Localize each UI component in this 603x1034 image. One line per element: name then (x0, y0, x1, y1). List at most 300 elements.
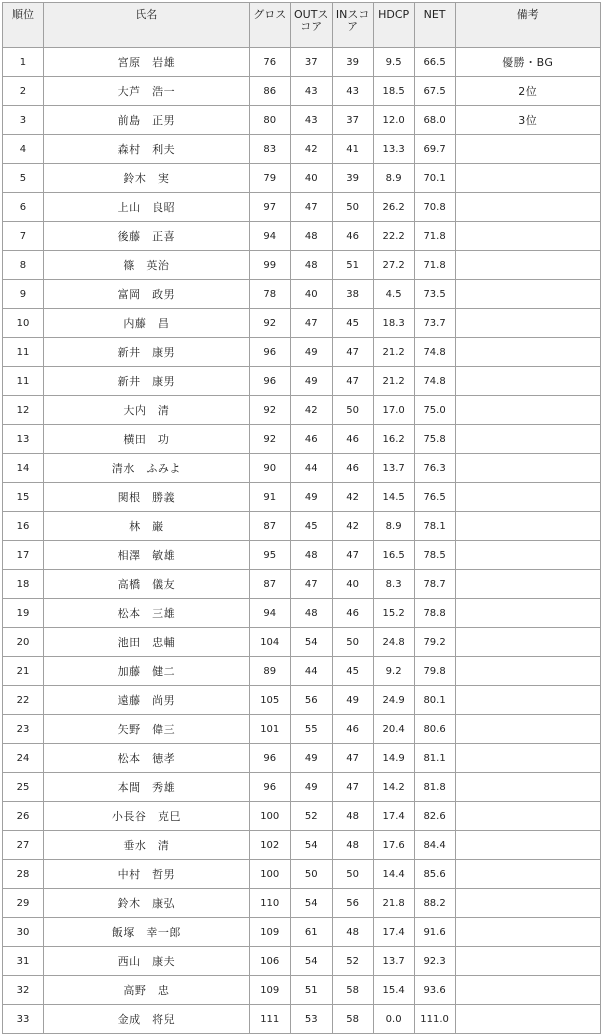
table-row (3, 106, 601, 135)
cell-note (455, 280, 600, 309)
cell-gross: 96 (249, 773, 290, 802)
cell-net: 85.6 (414, 860, 455, 889)
table-row (3, 512, 601, 541)
cell-gross: 109 (249, 918, 290, 947)
table-row (3, 193, 601, 222)
cell-out-score: 42 (290, 135, 332, 164)
cell-note (455, 889, 600, 918)
cell-name: 新井 康男 (43, 338, 249, 367)
table-row (3, 425, 601, 454)
cell-name: 大内 清 (43, 396, 249, 425)
table-row (3, 686, 601, 715)
cell-name: 松本 徳孝 (43, 744, 249, 773)
cell-out-score: 43 (290, 77, 332, 106)
cell-rank: 25 (3, 773, 44, 802)
cell-out-score: 55 (290, 715, 332, 744)
cell-hdcp: 17.4 (373, 918, 414, 947)
cell-in-score: 48 (332, 918, 373, 947)
cell-gross: 96 (249, 744, 290, 773)
table-row (3, 1005, 601, 1034)
cell-rank: 32 (3, 976, 44, 1005)
cell-gross: 94 (249, 599, 290, 628)
cell-hdcp: 17.0 (373, 396, 414, 425)
cell-note (455, 367, 600, 396)
cell-net: 70.1 (414, 164, 455, 193)
cell-hdcp: 0.0 (373, 1005, 414, 1034)
cell-in-score: 52 (332, 947, 373, 976)
cell-gross: 95 (249, 541, 290, 570)
cell-in-score: 37 (332, 106, 373, 135)
cell-gross: 101 (249, 715, 290, 744)
cell-net: 78.8 (414, 599, 455, 628)
cell-in-score: 47 (332, 541, 373, 570)
cell-note (455, 193, 600, 222)
cell-name: 西山 康夫 (43, 947, 249, 976)
cell-rank: 29 (3, 889, 44, 918)
cell-rank: 19 (3, 599, 44, 628)
table-row (3, 251, 601, 280)
cell-gross: 86 (249, 77, 290, 106)
cell-note (455, 135, 600, 164)
cell-in-score: 56 (332, 889, 373, 918)
table-row (3, 396, 601, 425)
cell-out-score: 49 (290, 744, 332, 773)
cell-gross: 102 (249, 831, 290, 860)
cell-hdcp: 16.2 (373, 425, 414, 454)
cell-in-score: 47 (332, 773, 373, 802)
cell-net: 68.0 (414, 106, 455, 135)
cell-net: 88.2 (414, 889, 455, 918)
cell-net: 73.5 (414, 280, 455, 309)
cell-name: 上山 良昭 (43, 193, 249, 222)
cell-out-score: 46 (290, 425, 332, 454)
cell-name: 矢野 偉三 (43, 715, 249, 744)
table-row (3, 599, 601, 628)
cell-note (455, 947, 600, 976)
cell-name: 横田 功 (43, 425, 249, 454)
cell-hdcp: 24.8 (373, 628, 414, 657)
cell-note (455, 164, 600, 193)
cell-name: 金成 将兒 (43, 1005, 249, 1034)
cell-hdcp: 22.2 (373, 222, 414, 251)
cell-rank: 33 (3, 1005, 44, 1034)
cell-name: 新井 康男 (43, 367, 249, 396)
cell-net: 79.2 (414, 628, 455, 657)
cell-hdcp: 8.3 (373, 570, 414, 599)
cell-note (455, 483, 600, 512)
cell-name: 高野 忠 (43, 976, 249, 1005)
cell-gross: 96 (249, 367, 290, 396)
cell-net: 78.7 (414, 570, 455, 599)
header-net: NET (414, 3, 455, 48)
cell-net: 74.8 (414, 367, 455, 396)
cell-note: 優勝・BG (455, 48, 600, 77)
cell-net: 76.3 (414, 454, 455, 483)
cell-gross: 83 (249, 135, 290, 164)
cell-hdcp: 18.3 (373, 309, 414, 338)
cell-out-score: 61 (290, 918, 332, 947)
cell-name: 関根 勝義 (43, 483, 249, 512)
cell-gross: 89 (249, 657, 290, 686)
cell-rank: 20 (3, 628, 44, 657)
cell-gross: 78 (249, 280, 290, 309)
cell-name: 高橋 儀友 (43, 570, 249, 599)
cell-note (455, 657, 600, 686)
cell-name: 内藤 昌 (43, 309, 249, 338)
header-hdcp: HDCP (373, 3, 414, 48)
table-row (3, 889, 601, 918)
cell-net: 79.8 (414, 657, 455, 686)
cell-in-score: 39 (332, 48, 373, 77)
cell-note (455, 860, 600, 889)
cell-name: 鈴木 康弘 (43, 889, 249, 918)
cell-name: 中村 哲男 (43, 860, 249, 889)
cell-in-score: 48 (332, 802, 373, 831)
cell-hdcp: 21.2 (373, 367, 414, 396)
cell-gross: 111 (249, 1005, 290, 1034)
table-row (3, 860, 601, 889)
cell-net: 91.6 (414, 918, 455, 947)
cell-hdcp: 13.3 (373, 135, 414, 164)
header-out-score: OUTスコア (290, 3, 332, 48)
cell-name: 篠 英治 (43, 251, 249, 280)
cell-rank: 27 (3, 831, 44, 860)
cell-rank: 14 (3, 454, 44, 483)
cell-name: 垂水 清 (43, 831, 249, 860)
cell-net: 78.5 (414, 541, 455, 570)
cell-net: 71.8 (414, 222, 455, 251)
cell-net: 111.0 (414, 1005, 455, 1034)
cell-rank: 4 (3, 135, 44, 164)
cell-net: 70.8 (414, 193, 455, 222)
header-gross: グロス (249, 3, 290, 48)
cell-in-score: 50 (332, 396, 373, 425)
cell-in-score: 40 (332, 570, 373, 599)
cell-in-score: 46 (332, 454, 373, 483)
cell-name: 松本 三雄 (43, 599, 249, 628)
cell-net: 66.5 (414, 48, 455, 77)
cell-out-score: 43 (290, 106, 332, 135)
cell-gross: 92 (249, 425, 290, 454)
cell-net: 67.5 (414, 77, 455, 106)
cell-note (455, 425, 600, 454)
cell-gross: 97 (249, 193, 290, 222)
cell-out-score: 45 (290, 512, 332, 541)
cell-out-score: 52 (290, 802, 332, 831)
cell-note (455, 918, 600, 947)
cell-hdcp: 14.4 (373, 860, 414, 889)
cell-in-score: 39 (332, 164, 373, 193)
cell-name: 清水 ふみよ (43, 454, 249, 483)
cell-rank: 23 (3, 715, 44, 744)
cell-out-score: 48 (290, 599, 332, 628)
cell-rank: 22 (3, 686, 44, 715)
cell-in-score: 46 (332, 715, 373, 744)
table-row (3, 309, 601, 338)
cell-out-score: 47 (290, 309, 332, 338)
cell-in-score: 41 (332, 135, 373, 164)
cell-out-score: 48 (290, 541, 332, 570)
table-row (3, 222, 601, 251)
table-row (3, 77, 601, 106)
cell-out-score: 51 (290, 976, 332, 1005)
cell-rank: 16 (3, 512, 44, 541)
table-row (3, 541, 601, 570)
cell-note (455, 541, 600, 570)
cell-out-score: 47 (290, 570, 332, 599)
cell-note (455, 831, 600, 860)
cell-out-score: 54 (290, 947, 332, 976)
table-row (3, 164, 601, 193)
table-header-row (3, 3, 601, 48)
cell-hdcp: 21.2 (373, 338, 414, 367)
cell-rank: 26 (3, 802, 44, 831)
cell-hdcp: 26.2 (373, 193, 414, 222)
cell-out-score: 40 (290, 280, 332, 309)
cell-in-score: 43 (332, 77, 373, 106)
cell-in-score: 38 (332, 280, 373, 309)
cell-in-score: 50 (332, 193, 373, 222)
cell-gross: 94 (249, 222, 290, 251)
cell-note (455, 773, 600, 802)
cell-note: 2位 (455, 77, 600, 106)
header-rank: 順位 (3, 3, 44, 48)
cell-note (455, 1005, 600, 1034)
cell-net: 82.6 (414, 802, 455, 831)
cell-net: 71.8 (414, 251, 455, 280)
table-row (3, 135, 601, 164)
cell-gross: 92 (249, 396, 290, 425)
header-name: 氏名 (43, 3, 249, 48)
cell-in-score: 47 (332, 367, 373, 396)
cell-gross: 99 (249, 251, 290, 280)
cell-gross: 104 (249, 628, 290, 657)
cell-rank: 3 (3, 106, 44, 135)
cell-hdcp: 20.4 (373, 715, 414, 744)
cell-in-score: 47 (332, 338, 373, 367)
table-row (3, 831, 601, 860)
cell-net: 81.8 (414, 773, 455, 802)
cell-rank: 9 (3, 280, 44, 309)
table-row (3, 338, 601, 367)
cell-name: 鈴木 実 (43, 164, 249, 193)
cell-hdcp: 16.5 (373, 541, 414, 570)
cell-in-score: 45 (332, 657, 373, 686)
cell-in-score: 42 (332, 512, 373, 541)
cell-hdcp: 8.9 (373, 512, 414, 541)
cell-in-score: 58 (332, 1005, 373, 1034)
cell-hdcp: 9.2 (373, 657, 414, 686)
cell-gross: 76 (249, 48, 290, 77)
cell-out-score: 54 (290, 628, 332, 657)
cell-out-score: 44 (290, 454, 332, 483)
cell-in-score: 45 (332, 309, 373, 338)
cell-in-score: 42 (332, 483, 373, 512)
table-row (3, 947, 601, 976)
cell-net: 75.8 (414, 425, 455, 454)
table-row (3, 744, 601, 773)
table-body (3, 48, 601, 1034)
cell-hdcp: 27.2 (373, 251, 414, 280)
cell-name: 森村 利夫 (43, 135, 249, 164)
cell-out-score: 48 (290, 251, 332, 280)
cell-net: 80.6 (414, 715, 455, 744)
cell-rank: 1 (3, 48, 44, 77)
table-row (3, 367, 601, 396)
cell-gross: 106 (249, 947, 290, 976)
cell-hdcp: 24.9 (373, 686, 414, 715)
cell-out-score: 49 (290, 773, 332, 802)
cell-out-score: 49 (290, 367, 332, 396)
cell-gross: 110 (249, 889, 290, 918)
cell-rank: 18 (3, 570, 44, 599)
cell-name: 富岡 政男 (43, 280, 249, 309)
cell-hdcp: 15.2 (373, 599, 414, 628)
table-row (3, 280, 601, 309)
cell-hdcp: 17.6 (373, 831, 414, 860)
cell-name: 遠藤 尚男 (43, 686, 249, 715)
cell-net: 80.1 (414, 686, 455, 715)
cell-out-score: 53 (290, 1005, 332, 1034)
cell-out-score: 54 (290, 831, 332, 860)
cell-rank: 15 (3, 483, 44, 512)
cell-out-score: 48 (290, 222, 332, 251)
table-row (3, 773, 601, 802)
cell-note (455, 744, 600, 773)
cell-rank: 11 (3, 367, 44, 396)
cell-name: 相澤 敏雄 (43, 541, 249, 570)
results-table (2, 2, 601, 1034)
cell-rank: 13 (3, 425, 44, 454)
cell-gross: 87 (249, 512, 290, 541)
cell-rank: 2 (3, 77, 44, 106)
cell-gross: 109 (249, 976, 290, 1005)
cell-name: 宮原 岩雄 (43, 48, 249, 77)
cell-hdcp: 9.5 (373, 48, 414, 77)
cell-hdcp: 8.9 (373, 164, 414, 193)
cell-hdcp: 18.5 (373, 77, 414, 106)
cell-gross: 91 (249, 483, 290, 512)
cell-rank: 21 (3, 657, 44, 686)
cell-name: 本間 秀雄 (43, 773, 249, 802)
cell-out-score: 50 (290, 860, 332, 889)
cell-gross: 79 (249, 164, 290, 193)
header-in-score: INスコア (332, 3, 373, 48)
cell-note (455, 802, 600, 831)
cell-out-score: 49 (290, 483, 332, 512)
table-row (3, 628, 601, 657)
cell-net: 74.8 (414, 338, 455, 367)
cell-note (455, 715, 600, 744)
cell-rank: 7 (3, 222, 44, 251)
cell-net: 81.1 (414, 744, 455, 773)
cell-out-score: 49 (290, 338, 332, 367)
cell-in-score: 48 (332, 831, 373, 860)
cell-net: 92.3 (414, 947, 455, 976)
cell-out-score: 56 (290, 686, 332, 715)
cell-note (455, 222, 600, 251)
cell-in-score: 47 (332, 744, 373, 773)
cell-note (455, 309, 600, 338)
cell-rank: 28 (3, 860, 44, 889)
cell-net: 78.1 (414, 512, 455, 541)
cell-gross: 90 (249, 454, 290, 483)
cell-net: 93.6 (414, 976, 455, 1005)
cell-name: 後藤 正喜 (43, 222, 249, 251)
cell-hdcp: 17.4 (373, 802, 414, 831)
cell-out-score: 42 (290, 396, 332, 425)
cell-in-score: 50 (332, 860, 373, 889)
cell-rank: 10 (3, 309, 44, 338)
cell-hdcp: 14.9 (373, 744, 414, 773)
cell-note (455, 628, 600, 657)
cell-rank: 5 (3, 164, 44, 193)
cell-note (455, 976, 600, 1005)
cell-hdcp: 13.7 (373, 454, 414, 483)
cell-gross: 87 (249, 570, 290, 599)
cell-gross: 100 (249, 860, 290, 889)
cell-rank: 12 (3, 396, 44, 425)
cell-net: 73.7 (414, 309, 455, 338)
cell-out-score: 47 (290, 193, 332, 222)
cell-in-score: 46 (332, 425, 373, 454)
cell-net: 84.4 (414, 831, 455, 860)
cell-note (455, 512, 600, 541)
table-row (3, 976, 601, 1005)
cell-rank: 30 (3, 918, 44, 947)
cell-in-score: 58 (332, 976, 373, 1005)
cell-name: 前島 正男 (43, 106, 249, 135)
cell-name: 飯塚 幸一郎 (43, 918, 249, 947)
cell-out-score: 40 (290, 164, 332, 193)
cell-in-score: 46 (332, 222, 373, 251)
table-row (3, 802, 601, 831)
cell-rank: 11 (3, 338, 44, 367)
cell-name: 池田 忠輔 (43, 628, 249, 657)
cell-rank: 6 (3, 193, 44, 222)
cell-note: 3位 (455, 106, 600, 135)
cell-note (455, 251, 600, 280)
cell-note (455, 570, 600, 599)
cell-note (455, 599, 600, 628)
cell-out-score: 37 (290, 48, 332, 77)
cell-hdcp: 4.5 (373, 280, 414, 309)
cell-name: 加藤 健二 (43, 657, 249, 686)
cell-hdcp: 21.8 (373, 889, 414, 918)
table-row (3, 483, 601, 512)
cell-net: 76.5 (414, 483, 455, 512)
cell-in-score: 46 (332, 599, 373, 628)
cell-note (455, 338, 600, 367)
table-row (3, 918, 601, 947)
table-row (3, 715, 601, 744)
cell-hdcp: 14.2 (373, 773, 414, 802)
table-row (3, 657, 601, 686)
cell-in-score: 51 (332, 251, 373, 280)
cell-name: 小長谷 克巳 (43, 802, 249, 831)
cell-hdcp: 12.0 (373, 106, 414, 135)
cell-name: 大芦 浩一 (43, 77, 249, 106)
cell-rank: 8 (3, 251, 44, 280)
cell-note (455, 686, 600, 715)
cell-hdcp: 15.4 (373, 976, 414, 1005)
cell-net: 69.7 (414, 135, 455, 164)
cell-in-score: 50 (332, 628, 373, 657)
header-note: 備考 (455, 3, 600, 48)
table-row (3, 570, 601, 599)
cell-out-score: 44 (290, 657, 332, 686)
cell-hdcp: 13.7 (373, 947, 414, 976)
